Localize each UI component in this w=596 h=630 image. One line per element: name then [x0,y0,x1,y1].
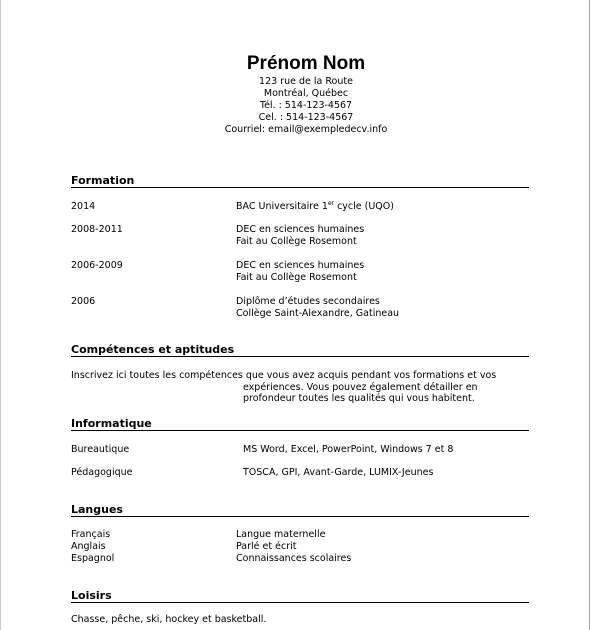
formation-school: Fait au Collège Rosemont [236,271,357,283]
langues-section [71,503,529,517]
informatique-section [71,417,529,431]
formation-degree: BAC Universitaire 1er cycle (UQO) [236,199,394,212]
formation-section [71,174,529,188]
formation-detail [236,296,399,319]
resume-header [1,52,591,136]
loisirs-line: Chasse, pêche, ski, hockey et basketball. [71,614,267,625]
phone-line: Tél. : 514-123-4567 [259,100,353,111]
address-line: 123 rue de la Route [259,76,353,87]
formation-item [71,296,529,320]
informatique-label: Bureautique [71,444,130,455]
formation-item [71,224,529,248]
language-name: Anglais [71,541,106,552]
formation-year: 2006-2009 [71,260,123,271]
person-name: Prénom Nom [246,53,366,74]
competences-line: Inscrivez ici toutes les compétences que vous avez acquis pendant vos formations et vos [71,370,497,381]
informatique-label: Pédagogique [71,467,133,478]
competences-section [71,343,529,357]
city-line: Montréal, Québec [263,88,349,99]
language-level: Parlé et écrit [236,541,297,552]
informatique-value: TOSCA, GPI, Avant-Garde, LUMIX-Jeunes [243,467,434,478]
language-name: Espagnol [71,553,115,564]
section-title-langues: Langues [71,503,529,517]
language-level: Langue maternelle [236,529,326,540]
language-level: Connaissances scolaires [236,553,352,564]
language-name: Français [71,529,111,540]
section-title-competences: Compétences et aptitudes [71,343,529,357]
formation-school: Fait au Collège Rosemont [236,235,357,247]
formation-year: 2014 [71,201,96,212]
formation-degree: Diplôme d’études secondaires [236,296,380,307]
email-line: Courriel: email@exempledecv.info [224,124,388,135]
loisirs-section [71,589,529,603]
competences-text [71,370,541,405]
section-title-informatique: Informatique [71,417,529,431]
formation-year: 2006 [71,296,96,307]
competences-line: expériences. Vous pouvez également détailler en [243,381,478,393]
formation-year: 2008-2011 [71,224,123,235]
formation-degree: DEC en sciences humaines [236,224,365,235]
section-title-formation: Formation [71,174,529,188]
formation-item [71,260,529,284]
formation-degree: DEC en sciences humaines [236,260,365,271]
section-title-loisirs: Loisirs [71,589,529,603]
loisirs-text [71,614,529,626]
formation-detail [236,260,364,283]
competences-line: profondeur toutes les qualités qui vous habitent. [243,393,475,404]
formation-detail [236,224,364,247]
cell-line: Cel. : 514-123-4567 [258,112,354,123]
formation-school: Collège Saint-Alexandre, Gatineau [236,307,400,319]
informatique-value: MS Word, Excel, PowerPoint, Windows 7 et 8 [243,444,454,455]
